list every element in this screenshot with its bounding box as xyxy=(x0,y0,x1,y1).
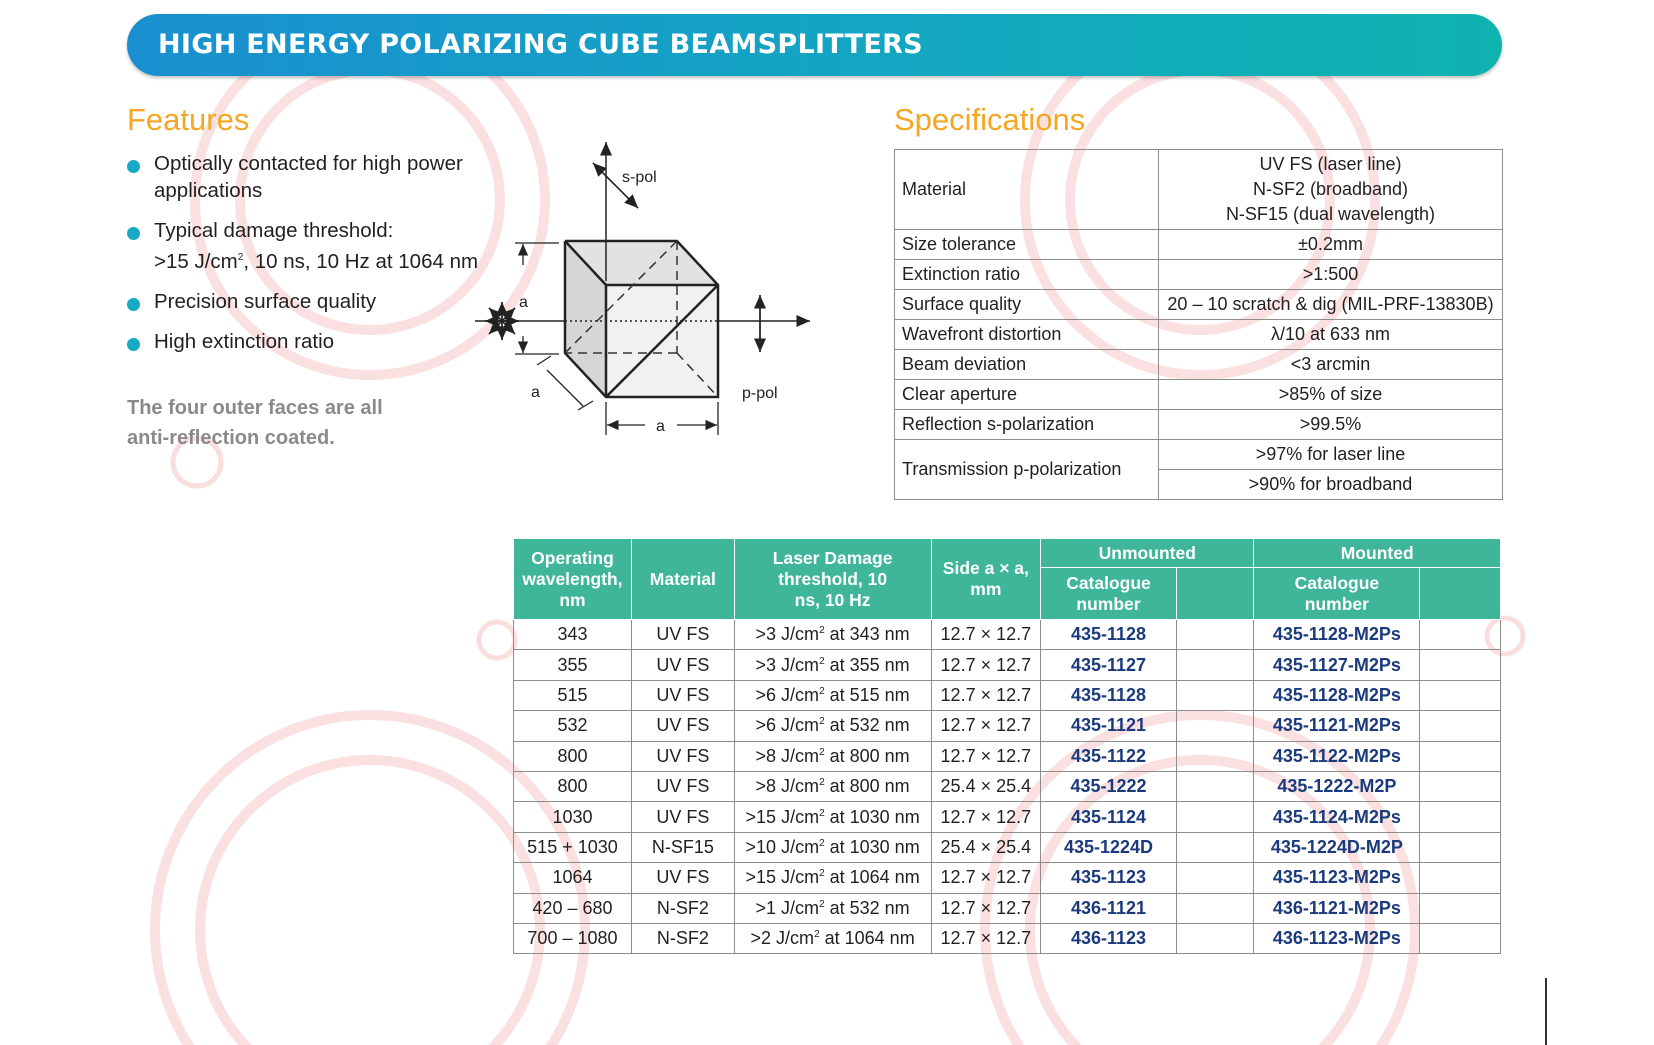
cell-wavelength: 1064 xyxy=(514,863,632,893)
cell-blank xyxy=(1176,620,1254,650)
cell-blank xyxy=(1176,741,1254,771)
cell-wavelength: 420 – 680 xyxy=(514,893,632,923)
coating-note: The four outer faces are all anti-reflection coated. xyxy=(127,397,383,449)
spec-row-material: Material UV FS (laser line) N-SF2 (broadband) N-SF15 (dual wavelength) xyxy=(895,150,1503,230)
cell-damage-threshold: >15 $J/cm^2$ at 1064 nm xyxy=(734,863,931,893)
svg-text:a: a xyxy=(656,418,665,435)
spec-row: Surface quality 20 – 10 scratch & dig (MIL-PRF-13830B) xyxy=(895,290,1503,320)
feature-item: Optically contacted for high power applications xyxy=(127,150,527,204)
cell-side: 12.7 × 12.7 xyxy=(931,711,1041,741)
cell-wavelength: 1030 xyxy=(514,802,632,832)
cell-blank xyxy=(1420,923,1501,953)
cell-unmounted-catalogue-number: 435-1128 xyxy=(1041,620,1177,650)
cell-blank xyxy=(1420,802,1501,832)
cell-material: UV FS xyxy=(631,863,734,893)
cell-side: 25.4 × 25.4 xyxy=(931,832,1041,862)
cell-material: UV FS xyxy=(631,711,734,741)
cell-blank xyxy=(1420,711,1501,741)
bullet-icon xyxy=(127,160,140,173)
cell-material: UV FS xyxy=(631,771,734,801)
cell-blank xyxy=(1176,923,1254,953)
cell-mounted-catalogue-number: 435-1128-M2Ps xyxy=(1254,680,1420,710)
cell-blank xyxy=(1176,680,1254,710)
cell-wavelength: 800 xyxy=(514,771,632,801)
cell-side: 12.7 × 12.7 xyxy=(931,680,1041,710)
table-row xyxy=(514,863,1501,893)
cell-blank xyxy=(1176,650,1254,680)
spec-row-transmission-2: >90% for broadband xyxy=(895,470,1503,500)
table-row xyxy=(514,650,1501,680)
specifications-heading: Specifications xyxy=(894,102,1086,137)
header-side: Side a × a, mm xyxy=(931,539,1041,620)
cell-side: 25.4 × 25.4 xyxy=(931,771,1041,801)
cell-damage-threshold: >15 $J/cm^2$ at 1030 nm xyxy=(734,802,931,832)
cell-damage-threshold: >1 $J/cm^2$ at 532 nm xyxy=(734,893,931,923)
cell-wavelength: 343 xyxy=(514,620,632,650)
table-row xyxy=(514,802,1501,832)
spec-row: Clear aperture >85% of size xyxy=(895,380,1503,410)
spec-row: Beam deviation <3 arcmin xyxy=(895,350,1503,380)
cell-mounted-catalogue-number: 435-1124-M2Ps xyxy=(1254,802,1420,832)
cell-unmounted-catalogue-number: 435-1123 xyxy=(1041,863,1177,893)
spec-row: Extinction ratio >1:500 xyxy=(895,260,1503,290)
svg-text:s-pol: s-pol xyxy=(622,169,657,186)
cell-blank xyxy=(1420,771,1501,801)
page-edge-line xyxy=(1545,978,1547,1045)
cell-mounted-catalogue-number: 435-1121-M2Ps xyxy=(1254,711,1420,741)
cell-blank xyxy=(1176,802,1254,832)
cell-material: N-SF2 xyxy=(631,893,734,923)
header-material: Material xyxy=(631,539,734,620)
cell-damage-threshold: >3 $J/cm^2$ at 343 nm xyxy=(734,620,931,650)
table-row xyxy=(514,680,1501,710)
cell-damage-threshold: >10 $J/cm^2$ at 1030 nm xyxy=(734,832,931,862)
cell-wavelength: 355 xyxy=(514,650,632,680)
header-damage-threshold: Laser Damage threshold, 10 ns, 10 Hz xyxy=(734,539,931,620)
cell-unmounted-catalogue-number: 435-1122 xyxy=(1041,741,1177,771)
feature-item: Typical damage threshold: >15 $J/cm^2$, 10 ns, 10 Hz at 1064 nm xyxy=(127,217,527,275)
svg-text:a: a xyxy=(531,384,540,401)
cell-wavelength: 515 + 1030 xyxy=(514,832,632,862)
cell-blank xyxy=(1176,893,1254,923)
cell-mounted-catalogue-number: 435-1122-M2Ps xyxy=(1254,741,1420,771)
cell-blank xyxy=(1176,711,1254,741)
cell-unmounted-catalogue-number: 435-1124 xyxy=(1041,802,1177,832)
cell-wavelength: 532 xyxy=(514,711,632,741)
feature-item: Precision surface quality xyxy=(127,288,527,315)
spec-row: Wavefront distortion λ/10 at 633 nm xyxy=(895,320,1503,350)
bullet-icon xyxy=(127,298,140,311)
cell-unmounted-catalogue-number: 435-1128 xyxy=(1041,680,1177,710)
header-mounted-catalogue-number: Catalogue number xyxy=(1254,568,1420,620)
cell-side: 12.7 × 12.7 xyxy=(931,923,1041,953)
spec-row-transmission: Transmission p-polarization >97% for laser line xyxy=(895,440,1503,470)
cell-blank xyxy=(1420,832,1501,862)
cell-side: 12.7 × 12.7 xyxy=(931,802,1041,832)
cube-beamsplitter-diagram xyxy=(475,140,875,450)
svg-text:p-pol: p-pol xyxy=(742,385,778,402)
cell-unmounted-catalogue-number: 436-1121 xyxy=(1041,893,1177,923)
cell-side: 12.7 × 12.7 xyxy=(931,893,1041,923)
cell-mounted-catalogue-number: 435-1123-M2Ps xyxy=(1254,863,1420,893)
cell-damage-threshold: >8 $J/cm^2$ at 800 nm xyxy=(734,741,931,771)
cell-unmounted-catalogue-number: 435-1222 xyxy=(1041,771,1177,801)
table-row xyxy=(514,771,1501,801)
cell-blank xyxy=(1420,650,1501,680)
cell-mounted-catalogue-number: 435-1222-M2P xyxy=(1254,771,1420,801)
table-row xyxy=(514,893,1501,923)
features-list xyxy=(127,150,527,368)
cell-unmounted-catalogue-number: 435-1224D xyxy=(1041,832,1177,862)
cell-mounted-catalogue-number: 435-1128-M2Ps xyxy=(1254,620,1420,650)
cell-blank xyxy=(1420,893,1501,923)
spec-row: Size tolerance ±0.2mm xyxy=(895,230,1503,260)
svg-text:a: a xyxy=(519,294,528,311)
header-wavelength: Operating wavelength, nm xyxy=(514,539,632,620)
table-row xyxy=(514,832,1501,862)
cell-unmounted-catalogue-number: 435-1127 xyxy=(1041,650,1177,680)
cell-wavelength: 515 xyxy=(514,680,632,710)
header-mounted-blank xyxy=(1420,568,1501,620)
table-row xyxy=(514,711,1501,741)
cell-material: UV FS xyxy=(631,802,734,832)
cell-material: UV FS xyxy=(631,620,734,650)
cell-material: UV FS xyxy=(631,680,734,710)
bullet-icon xyxy=(127,227,140,240)
cell-material: N-SF2 xyxy=(631,923,734,953)
feature-item: High extinction ratio xyxy=(127,328,527,355)
cell-side: 12.7 × 12.7 xyxy=(931,620,1041,650)
cell-mounted-catalogue-number: 435-1224D-M2P xyxy=(1254,832,1420,862)
specifications-table xyxy=(894,149,1503,500)
cell-material: N-SF15 xyxy=(631,832,734,862)
catalogue-table xyxy=(513,538,1501,954)
table-row xyxy=(514,620,1501,650)
header-mounted: Mounted xyxy=(1254,539,1501,568)
cell-damage-threshold: >6 $J/cm^2$ at 515 nm xyxy=(734,680,931,710)
cell-blank xyxy=(1176,771,1254,801)
cell-damage-threshold: >8 $J/cm^2$ at 800 nm xyxy=(734,771,931,801)
cell-wavelength: 800 xyxy=(514,741,632,771)
cell-blank xyxy=(1420,680,1501,710)
header-unmounted-blank xyxy=(1176,568,1254,620)
page-title: HIGH ENERGY POLARIZING CUBE BEAMSPLITTERS xyxy=(158,29,923,60)
cell-mounted-catalogue-number: 436-1121-M2Ps xyxy=(1254,893,1420,923)
spec-row: Reflection s-polarization >99.5% xyxy=(895,410,1503,440)
cell-material: UV FS xyxy=(631,650,734,680)
cell-side: 12.7 × 12.7 xyxy=(931,863,1041,893)
cell-material: UV FS xyxy=(631,741,734,771)
table-row xyxy=(514,741,1501,771)
cell-wavelength: 700 – 1080 xyxy=(514,923,632,953)
cell-blank xyxy=(1420,863,1501,893)
cell-side: 12.7 × 12.7 xyxy=(931,741,1041,771)
bullet-icon xyxy=(127,338,140,351)
cell-unmounted-catalogue-number: 436-1123 xyxy=(1041,923,1177,953)
features-heading: Features xyxy=(127,102,250,137)
cell-mounted-catalogue-number: 435-1127-M2Ps xyxy=(1254,650,1420,680)
cell-unmounted-catalogue-number: 435-1121 xyxy=(1041,711,1177,741)
polarization-star-icon xyxy=(485,302,519,340)
cell-damage-threshold: >3 $J/cm^2$ at 355 nm xyxy=(734,650,931,680)
cell-blank xyxy=(1420,741,1501,771)
cell-blank xyxy=(1176,863,1254,893)
title-banner xyxy=(127,14,1502,76)
header-unmounted-catalogue-number: Catalogue number xyxy=(1041,568,1177,620)
cell-side: 12.7 × 12.7 xyxy=(931,650,1041,680)
cell-mounted-catalogue-number: 436-1123-M2Ps xyxy=(1254,923,1420,953)
cell-blank xyxy=(1420,620,1501,650)
cell-damage-threshold: >6 $J/cm^2$ at 532 nm xyxy=(734,711,931,741)
cell-damage-threshold: >2 $J/cm^2$ at 1064 nm xyxy=(734,923,931,953)
header-unmounted: Unmounted xyxy=(1041,539,1254,568)
cell-blank xyxy=(1176,832,1254,862)
table-row xyxy=(514,923,1501,953)
